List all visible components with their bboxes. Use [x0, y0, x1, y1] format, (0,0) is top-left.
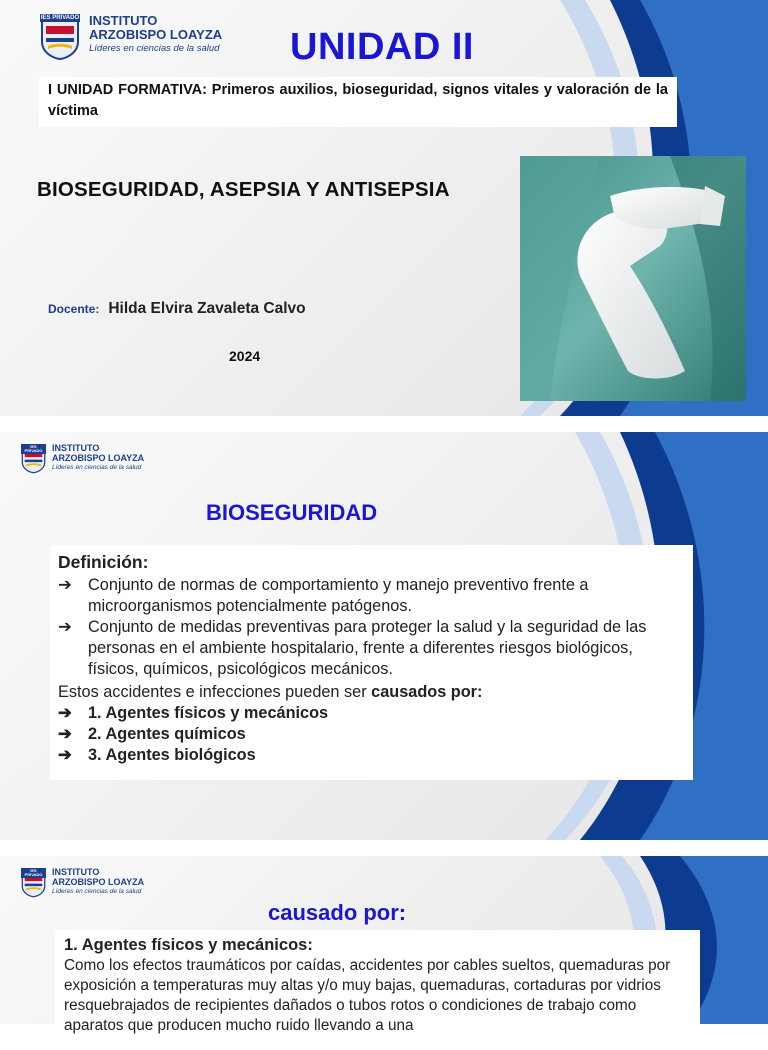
logo-line-2: ARZOBISPO LOAYZA — [52, 452, 145, 463]
topic-title: BIOSEGURIDAD, ASEPSIA Y ANTISEPSIA — [37, 178, 450, 201]
teacher-name: Hilda Elvira Zavaleta Calvo — [108, 300, 306, 317]
arrow-right-icon: ➔ — [58, 575, 72, 594]
slide-2 — [0, 432, 768, 840]
section-title: BIOSEGURIDAD — [206, 500, 378, 525]
section-title: causado por: — [268, 900, 407, 925]
unit-title: UNIDAD II — [290, 26, 474, 68]
institute-logo — [40, 14, 222, 60]
arrow-right-icon: ➔ — [58, 746, 72, 765]
causes-intro-bold: causados por: — [371, 682, 483, 701]
logo-line-1: INSTITUTO — [52, 443, 100, 453]
slide-1 — [0, 0, 768, 416]
institute-emblem-icon — [21, 868, 46, 898]
arrow-right-icon: ➔ — [58, 618, 72, 637]
agent-label: 1. Agentes físicos y mecánicos — [88, 703, 329, 722]
teacher-label: Docente: — [48, 302, 100, 316]
year: 2024 — [229, 348, 261, 364]
slide-3 — [0, 856, 768, 1035]
logo-line-1: INSTITUTO — [52, 867, 100, 877]
definition-heading: Definición: — [58, 552, 149, 572]
agent-description: Como los efectos traumáticos por caídas, accidentes por cables sueltos, quemaduras por exposición a temperaturas muy altas y/o muy bajas, quemaduras, cortaduras por vidrios resquebrajados de recipientes dañados o tubos rotos o condiciones de trabajo como aparatos que producen mucho ruido llevando a una — [64, 957, 671, 1035]
agent-item — [58, 745, 685, 766]
definition-bullet — [58, 575, 685, 617]
agent-label: 3. Agentes biológicos — [88, 746, 256, 765]
logo-line-1: INSTITUTO — [89, 13, 158, 28]
teacher-line — [48, 300, 306, 318]
logo-tagline: Líderes en ciencias de la salud — [52, 463, 142, 471]
definition-text: Conjunto de medidas preventivas para proteger la salud y la seguridad de las personas en el ambiente hospitalario, frente a diferentes riesgos biológicos, físicos, químicos, psicológicos mecánicos. — [88, 618, 647, 679]
causes-intro-text: Estos accidentes e infecciones pueden ser — [58, 682, 372, 701]
gloves-photo — [520, 156, 746, 401]
arrow-right-icon: ➔ — [58, 724, 72, 743]
institute-emblem-icon — [40, 14, 80, 60]
institute-emblem-icon — [21, 444, 46, 474]
formative-unit-description: I UNIDAD FORMATIVA: Primeros auxilios, bioseguridad, signos vitales y valoración de la víctima — [39, 77, 677, 127]
institute-logo — [21, 868, 144, 898]
logo-line-2: ARZOBISPO LOAYZA — [52, 876, 145, 887]
causes-intro — [58, 682, 685, 703]
definition-text: Conjunto de normas de comportamiento y manejo preventivo frente a microorganismos potencialmente patógenos. — [88, 575, 589, 615]
agent-label: 2. Agentes químicos — [88, 724, 246, 743]
agent-heading: 1. Agentes físicos y mecánicos: — [64, 936, 313, 954]
institute-logo — [21, 444, 144, 474]
logo-badge: IES PRIVADO — [21, 868, 46, 878]
agent-description-box — [55, 930, 700, 1050]
logo-line-2: ARZOBISPO LOAYZA — [89, 27, 223, 43]
logo-tagline: Líderes en ciencias de la salud — [52, 887, 142, 895]
definition-box — [50, 545, 693, 780]
logo-badge: IES PRIVADO — [40, 15, 80, 21]
agent-item — [58, 724, 685, 745]
logo-badge: IES PRIVADO — [21, 444, 46, 454]
logo-tagline: Líderes en ciencias de la salud — [89, 42, 220, 54]
agent-item — [58, 703, 685, 724]
definition-bullet — [58, 617, 685, 681]
arrow-right-icon: ➔ — [58, 703, 72, 722]
